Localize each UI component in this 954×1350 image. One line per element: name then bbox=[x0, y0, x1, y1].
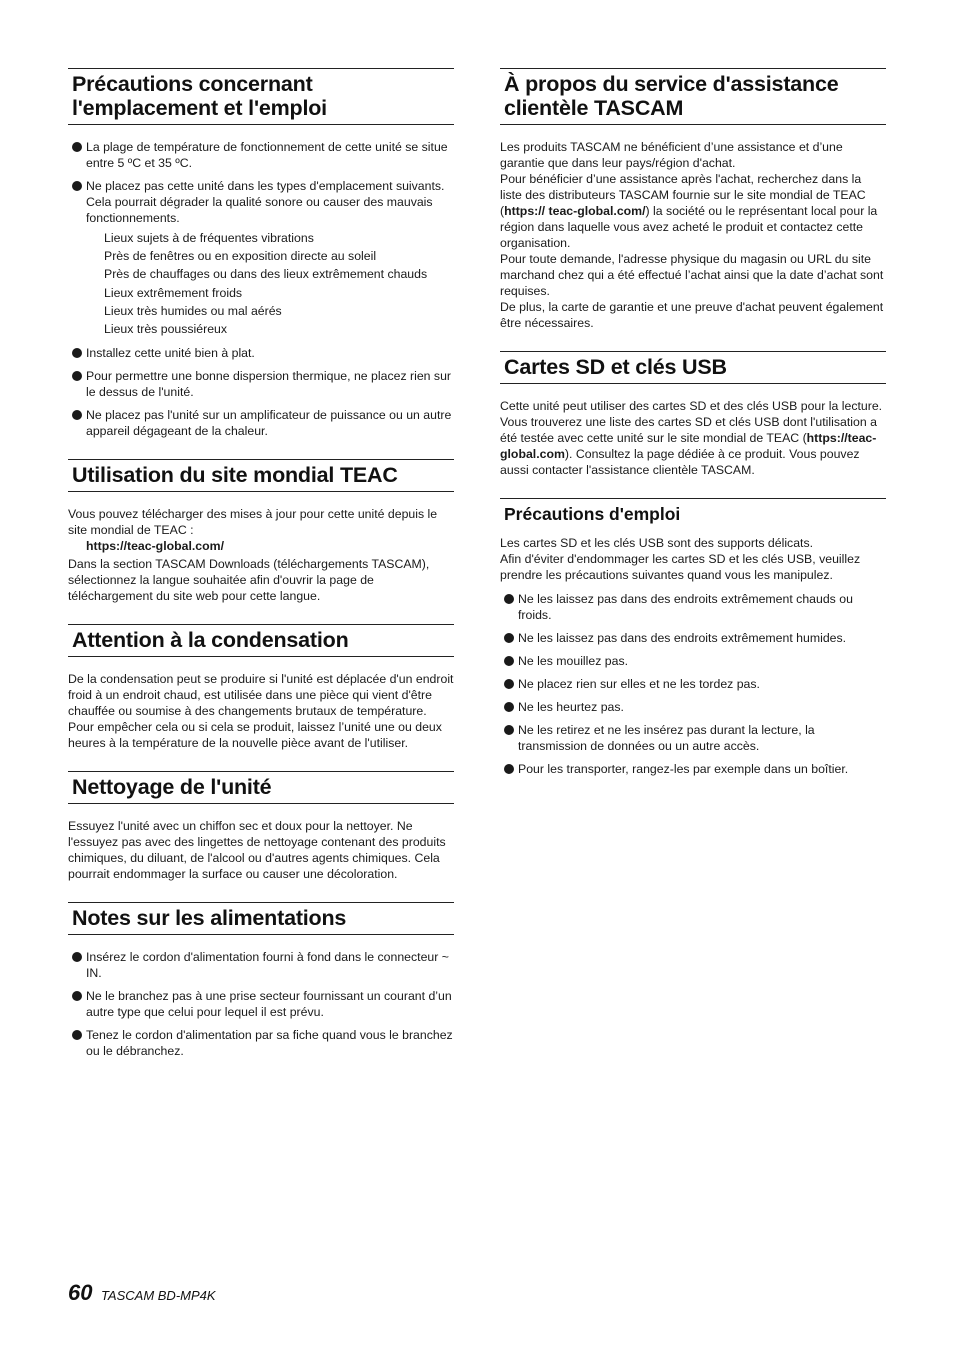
list-item: Ne les heurtez pas. bbox=[500, 699, 886, 715]
section-title: Cartes SD et clés USB bbox=[500, 351, 886, 384]
sub-item: Lieux très humides ou mal aérés bbox=[104, 303, 282, 318]
bullet-icon bbox=[504, 633, 514, 643]
list-item: Ne placez pas l'unité sur un amplificateur de puissance ou un autre appareil dégageant de la chaleur. bbox=[68, 407, 454, 439]
bullet-list bbox=[500, 591, 886, 777]
section-teac-global-site bbox=[68, 459, 454, 604]
list-item: Insérez le cordon d'alimentation fourni à fond dans le connecteur ~ IN. bbox=[68, 949, 454, 981]
subsection-title: Précautions d'emploi bbox=[500, 498, 886, 527]
paragraph: Les produits TASCAM ne bénéficient d’une assistance et d’une garantie que dans leur pays/région d'achat. bbox=[500, 140, 843, 170]
list-item: Ne les retirez et ne les insérez pas durant la lecture, la transmission de données ou un autre accès. bbox=[500, 722, 886, 754]
sub-item: Lieux très poussiéreux bbox=[104, 322, 228, 337]
bullet-icon bbox=[72, 371, 82, 381]
section-cleaning bbox=[68, 771, 454, 882]
section-power-notes bbox=[68, 902, 454, 1059]
bullet-icon bbox=[504, 679, 514, 689]
section-title bbox=[68, 68, 454, 125]
sub-item: Lieux extrêmement froids bbox=[104, 285, 243, 300]
bullet-icon bbox=[72, 410, 82, 420]
list-item: Installez cette unité bien à plat. bbox=[68, 345, 454, 361]
section-title bbox=[500, 68, 886, 125]
url-link[interactable]: https:// teac-global.com/ bbox=[504, 204, 646, 218]
sub-list bbox=[104, 229, 454, 338]
sub-item: Près de fenêtres ou en exposition directe au soleil bbox=[104, 249, 377, 264]
paragraph: De plus, la carte de garantie et une preuve d'achat peuvent également être nécessaires. bbox=[500, 300, 884, 330]
bullet-icon bbox=[504, 725, 514, 735]
bullet-icon bbox=[504, 656, 514, 666]
paragraph: Vous trouverez une liste des cartes SD et clés USB dont l'utilisation a été testée avec cette unité sur le site mondial de TEAC (https://teac-global.com). Consultez la page dédiée à ce produit. Vous pouvez aussi contacter l'assistance clientèle TASCAM. bbox=[500, 415, 877, 477]
section-sd-usb bbox=[500, 351, 886, 478]
left-column bbox=[68, 68, 454, 1079]
title-line-2: clientèle TASCAM bbox=[504, 96, 684, 120]
paragraph: Essuyez l'unité avec un chiffon sec et doux pour la nettoyer. Ne l'essuyez pas avec des lingettes de nettoyage contenant des produits chimiques, du diluant, de l'alcool ou d'autres agents chimiques. Cela pourrait endommager la surface ou causer une décoloration. bbox=[68, 819, 446, 882]
list-item: Ne les mouillez pas. bbox=[500, 653, 886, 669]
paragraph: De la condensation peut se produire si l'unité est déplacée d'un endroit froid à un endroit chaud, est utilisée dans une pièce qui vient d'être chauffée ou soumise à des changements brutaux de température. Pour empêcher cela ou si cela se produit, laissez l’unité une ou deux heures à la température de la nouvelle pièce avant de l'utiliser. bbox=[68, 672, 454, 751]
section-condensation bbox=[68, 624, 454, 751]
bullet-icon bbox=[504, 594, 514, 604]
list-item: Pour les transporter, rangez-les par exemple dans un boîtier. bbox=[500, 761, 886, 777]
page-number: 60 bbox=[68, 1280, 93, 1305]
paragraph: Les cartes SD et les clés USB sont des supports délicats. bbox=[500, 536, 814, 550]
url-link[interactable]: https://teac-global.com bbox=[500, 431, 877, 461]
list-item: Ne le branchez pas à une prise secteur fournissant un courant d’un autre type que celui pour lequel il est prévu. bbox=[68, 988, 454, 1020]
list-item: Ne placez pas cette unité dans les types d'emplacement suivants. Cela pourrait dégrader la qualité sonore ou causer des mauvais fonctionnements. Lieux sujets à de fréquentes vibrations Près de fenêtres ou en exposition directe au soleil Près de chauffages ou dans des lieux extrêmement chauds Lieux extrêmement froids Lieux très humides ou mal aérés Lieux très poussiéreux bbox=[68, 178, 454, 338]
bullet-icon bbox=[72, 952, 82, 962]
paragraph: Pour toute demande, l'adresse physique du magasin ou URL du site marchand chez qui a été effectué l’achat ainsi que la date d’achat sont requises. bbox=[500, 252, 884, 298]
paragraph: Cette unité peut utiliser des cartes SD et des clés USB pour la lecture. bbox=[500, 399, 883, 413]
paragraph: Vous pouvez télécharger des mises à jour pour cette unité depuis le site mondial de TEAC : bbox=[68, 507, 438, 538]
list-item: Ne les laissez pas dans des endroits extrêmement chauds ou froids. bbox=[500, 591, 886, 623]
list-item: Ne placez rien sur elles et ne les tordez pas. bbox=[500, 676, 886, 692]
section-usage-precautions bbox=[500, 498, 886, 777]
bullet-list bbox=[68, 139, 454, 439]
section-title: Utilisation du site mondial TEAC bbox=[68, 459, 454, 492]
list-item: Ne les laissez pas dans des endroits extrêmement humides. bbox=[500, 630, 886, 646]
list-item: Pour permettre une bonne dispersion thermique, ne placez rien sur le dessus de l'unité. bbox=[68, 368, 454, 400]
bullet-icon bbox=[504, 702, 514, 712]
bullet-icon bbox=[72, 1030, 82, 1040]
bullet-icon bbox=[72, 181, 82, 191]
section-title: Nettoyage de l'unité bbox=[68, 771, 454, 804]
page-footer bbox=[68, 1280, 216, 1306]
bullet-icon bbox=[504, 764, 514, 774]
right-column bbox=[500, 68, 886, 797]
section-location-precautions bbox=[68, 68, 454, 439]
section-title: Notes sur les alimentations bbox=[68, 902, 454, 935]
bullet-icon bbox=[72, 142, 82, 152]
paragraph: Pour bénéficier d’une assistance après l'achat, recherchez dans la liste des distributeurs TASCAM fournie sur le site mondial de TEAC (https:// teac-global.com/) la société ou le représentant local pour la région dans laquelle vous avez acheté le produit et contactez cette organisation. bbox=[500, 172, 878, 250]
list-item: Tenez le cordon d'alimentation par sa fiche quand vous le branchez ou le débranchez. bbox=[68, 1027, 454, 1059]
sub-item: Lieux sujets à de fréquentes vibrations bbox=[104, 231, 314, 245]
title-line-1: À propos du service d'assistance bbox=[504, 72, 839, 96]
bullet-icon bbox=[72, 348, 82, 358]
model-name: TASCAM BD-MP4K bbox=[100, 1288, 216, 1303]
title-line-2: l'emplacement et l'emploi bbox=[72, 96, 327, 120]
section-title: Attention à la condensation bbox=[68, 624, 454, 657]
list-item: La plage de température de fonctionnement de cette unité se situe entre 5 ºC et 35 ºC. bbox=[68, 139, 454, 171]
url-link[interactable]: https://teac-global.com/ bbox=[86, 539, 225, 554]
section-customer-support bbox=[500, 68, 886, 331]
sub-item: Près de chauffages ou dans des lieux extrêmement chauds bbox=[104, 267, 428, 282]
paragraph: Dans la section TASCAM Downloads (téléchargements TASCAM), sélectionnez la langue souhaitée afin d'ouvrir la page de téléchargement du site web pour cette langue. bbox=[68, 557, 430, 604]
bullet-list bbox=[68, 949, 454, 1059]
bullet-icon bbox=[72, 991, 82, 1001]
title-line-1: Précautions concernant bbox=[72, 72, 313, 96]
paragraph: Afin d'éviter d'endommager les cartes SD et les clés USB, veuillez prendre les précautions suivantes quand vous les manipulez. bbox=[500, 552, 861, 582]
